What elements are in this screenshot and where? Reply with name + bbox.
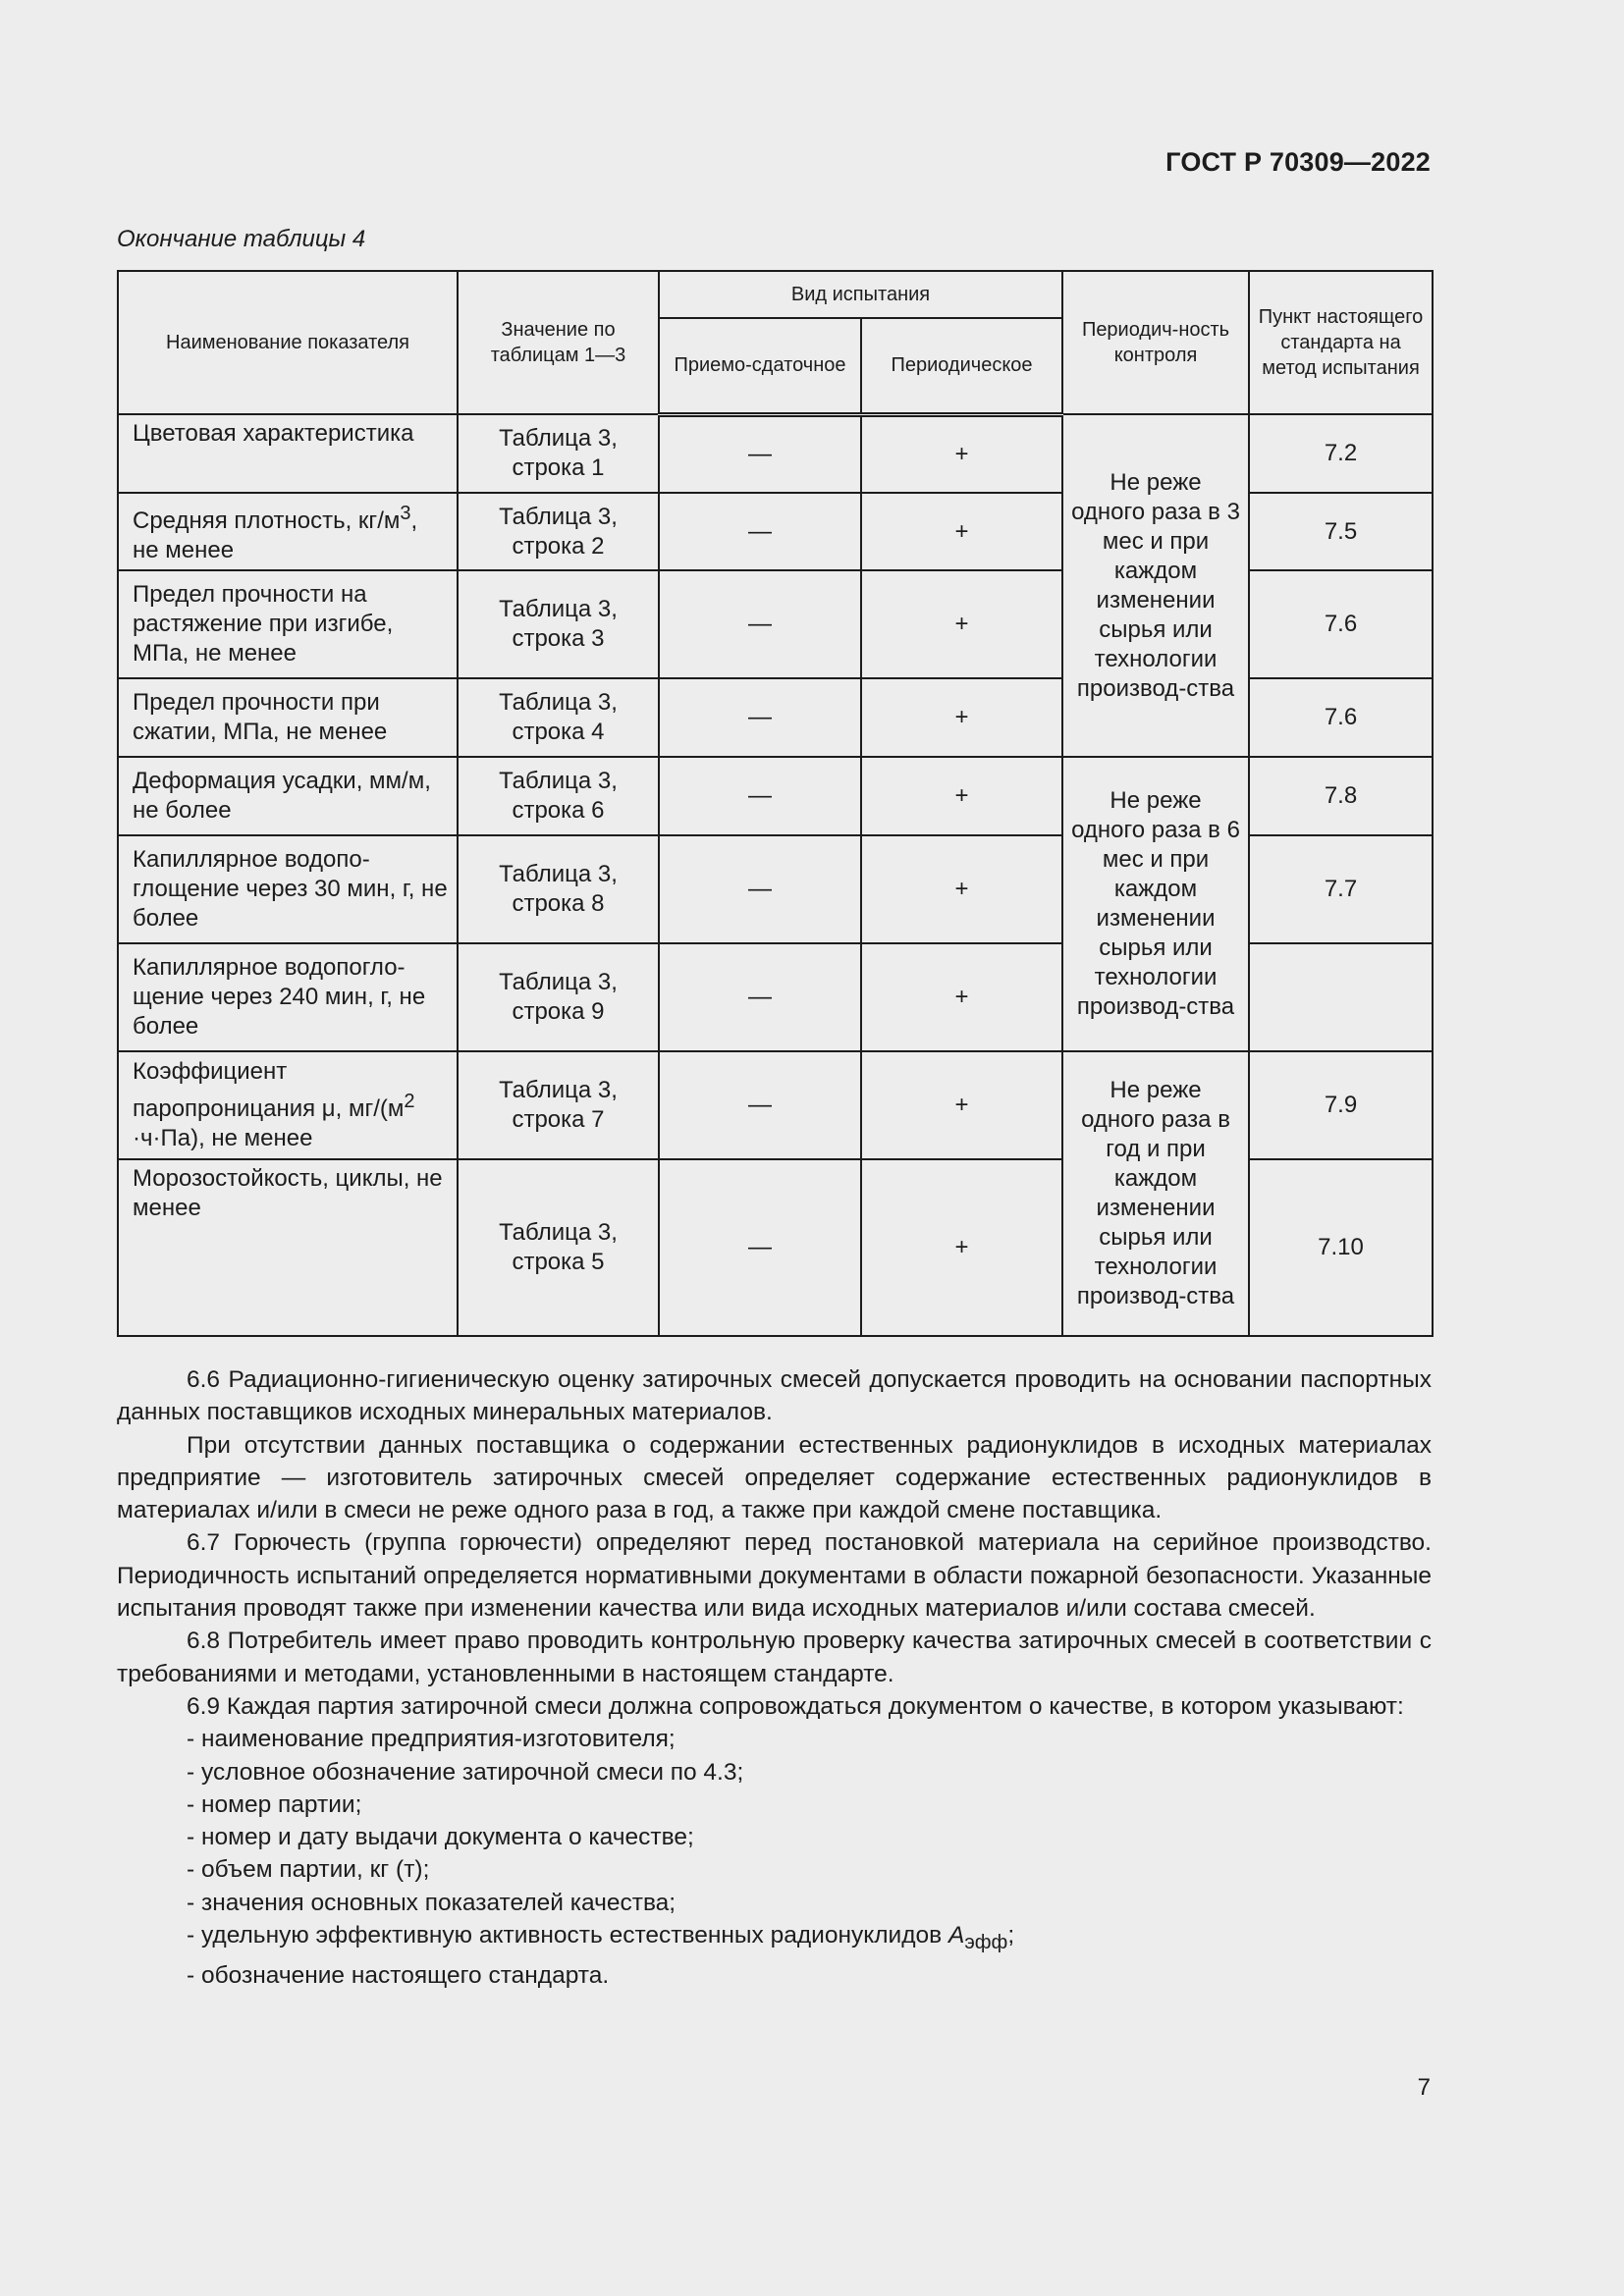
- list-item: - номер и дату выдачи документа о качестве;: [187, 1824, 694, 1851]
- acceptance-mark: —: [659, 1159, 861, 1336]
- indicator-value: Таблица 3, строка 1: [458, 414, 659, 493]
- periodic-mark: +: [861, 757, 1062, 835]
- method-clause: 7.10: [1249, 1159, 1433, 1336]
- activity-symbol: A: [947, 1922, 965, 1949]
- indicator-name: Морозостойкость, циклы, не менее: [118, 1159, 458, 1336]
- indicator-name: Предел прочности при сжатии, МПа, не менее: [118, 678, 458, 757]
- indicator-name: Предел прочности на растяжение при изгибе, МПа, не менее: [118, 570, 458, 678]
- col-header-method-clause: Пункт настоящего стандарта на метод испытания: [1249, 271, 1433, 414]
- list-item: - значения основных показателей качества;: [187, 1889, 677, 1916]
- method-clause: 7.6: [1249, 570, 1433, 678]
- method-clause: [1249, 943, 1433, 1051]
- periodic-mark: +: [861, 835, 1062, 943]
- indicator-name-text: Коэффициент паропроницания μ, мг/(м: [133, 1058, 405, 1122]
- activity-subscript: эфф: [964, 1931, 1008, 1953]
- acceptance-mark: —: [659, 757, 861, 835]
- method-clause: 7.6: [1249, 678, 1433, 757]
- acceptance-mark: —: [659, 570, 861, 678]
- activity-suffix: ;: [1007, 1922, 1015, 1949]
- paragraph-6-9: 6.9 Каждая партия затирочной смеси должна сопровождаться документом о качестве, в котором указывают:: [187, 1692, 1404, 1720]
- periodic-mark: +: [861, 943, 1062, 1051]
- document-header: ГОСТ Р 70309—2022: [1165, 147, 1431, 177]
- acceptance-mark: —: [659, 943, 861, 1051]
- list-item: - объем партии, кг (т);: [187, 1856, 430, 1884]
- periodic-mark: +: [861, 414, 1062, 493]
- method-clause: 7.9: [1249, 1051, 1433, 1159]
- superscript: 3: [400, 502, 411, 524]
- periodic-mark: +: [861, 570, 1062, 678]
- col-header-periodic: Периодическое: [861, 318, 1062, 414]
- indicator-value: Таблица 3, строка 8: [458, 835, 659, 943]
- list-item-activity: [117, 1919, 1432, 1959]
- frequency-group-1: Не реже одного раза в 3 мес и при каждом изменении сырья или технологии производ-ства: [1062, 414, 1249, 757]
- list-item: - условное обозначение затирочной смеси по 4.3;: [187, 1758, 744, 1786]
- acceptance-mark: —: [659, 1051, 861, 1159]
- col-header-value: Значение по таблицам 1—3: [458, 271, 659, 414]
- periodic-mark: +: [861, 678, 1062, 757]
- list-item: - номер партии;: [187, 1790, 362, 1818]
- table-caption: Окончание таблицы 4: [117, 226, 366, 252]
- method-clause: 7.5: [1249, 493, 1433, 570]
- indicator-value: Таблица 3, строка 9: [458, 943, 659, 1051]
- col-header-name: Наименование показателя: [118, 271, 458, 414]
- indicator-value: Таблица 3, строка 2: [458, 493, 659, 570]
- indicator-name-tail: ·ч·Па), не менее: [133, 1125, 313, 1151]
- method-clause: 7.7: [1249, 835, 1433, 943]
- indicator-name: Капиллярное водопогло-щение через 240 мин, г, не более: [118, 943, 458, 1051]
- table-4: [117, 270, 1434, 1337]
- indicator-name: Цветовая характеристика: [118, 414, 458, 493]
- indicator-name-tail: , не менее: [133, 507, 418, 563]
- body-text: [117, 1363, 1432, 1993]
- indicator-name: [118, 1051, 458, 1159]
- paragraph-6-8: 6.8 Потребитель имеет право проводить контрольную проверку качества затирочных смесей в соответствии с требованиями и методами, установленными в настоящем стандарте.: [117, 1628, 1432, 1687]
- indicator-value: Таблица 3, строка 5: [458, 1159, 659, 1336]
- list-item: - обозначение настоящего стандарта.: [187, 1962, 610, 1990]
- periodic-mark: +: [861, 1159, 1062, 1336]
- frequency-group-2: Не реже одного раза в 6 мес и при каждом изменении сырья или технологии производ-ства: [1062, 757, 1249, 1051]
- acceptance-mark: —: [659, 835, 861, 943]
- indicator-value: Таблица 3, строка 4: [458, 678, 659, 757]
- indicator-name: Деформация усадки, мм/м, не более: [118, 757, 458, 835]
- activity-text: - удельную эффективную активность естественных радионуклидов: [187, 1922, 948, 1949]
- page-number: 7: [1417, 2074, 1431, 2101]
- method-clause: 7.2: [1249, 414, 1433, 493]
- col-header-test-kind: Вид испытания: [659, 271, 1062, 318]
- col-header-frequency: Периодич-ность контроля: [1062, 271, 1249, 414]
- list-item: - наименование предприятия-изготовителя;: [187, 1726, 676, 1753]
- paragraph-6-7: 6.7 Горючесть (группа горючести) определяют перед постановкой материала на серийное производство. Периодичность испытаний определяется нормативными документами в области пожарной безопасности. Указанные испытания проводят также при изменении качества или вида исходных материалов и/или состава смесей.: [117, 1529, 1432, 1623]
- superscript: 2: [404, 1091, 415, 1112]
- method-clause: 7.8: [1249, 757, 1433, 835]
- frequency-group-3: Не реже одного раза в год и при каждом изменении сырья или технологии производ-ства: [1062, 1051, 1249, 1336]
- indicator-value: Таблица 3, строка 7: [458, 1051, 659, 1159]
- indicator-value: Таблица 3, строка 6: [458, 757, 659, 835]
- indicator-value: Таблица 3, строка 3: [458, 570, 659, 678]
- periodic-mark: +: [861, 493, 1062, 570]
- indicator-name: [118, 493, 458, 570]
- indicator-name: Капиллярное водопо-глощение через 30 мин, г, не более: [118, 835, 458, 943]
- table-row: [118, 1051, 1433, 1159]
- paragraph-6-6-cont: При отсутствии данных поставщика о содержании естественных радионуклидов в исходных материалах предприятие — изготовитель затирочных смесей определяет содержание естественных радионуклидов в материалах и/или в смеси не реже одного раза в год, а также при каждой смене поставщика.: [117, 1431, 1432, 1524]
- periodic-mark: +: [861, 1051, 1062, 1159]
- acceptance-mark: —: [659, 414, 861, 493]
- acceptance-mark: —: [659, 493, 861, 570]
- paragraph-6-6: 6.6 Радиационно-гигиеническую оценку затирочных смесей допускается проводить на основании паспортных данных поставщиков исходных минеральных материалов.: [117, 1366, 1432, 1426]
- col-header-acceptance: Приемо-сдаточное: [659, 318, 861, 414]
- table-row: [118, 414, 1433, 493]
- indicator-name-text: Средняя плотность, кг/м: [133, 507, 401, 534]
- table-row: [118, 757, 1433, 835]
- acceptance-mark: —: [659, 678, 861, 757]
